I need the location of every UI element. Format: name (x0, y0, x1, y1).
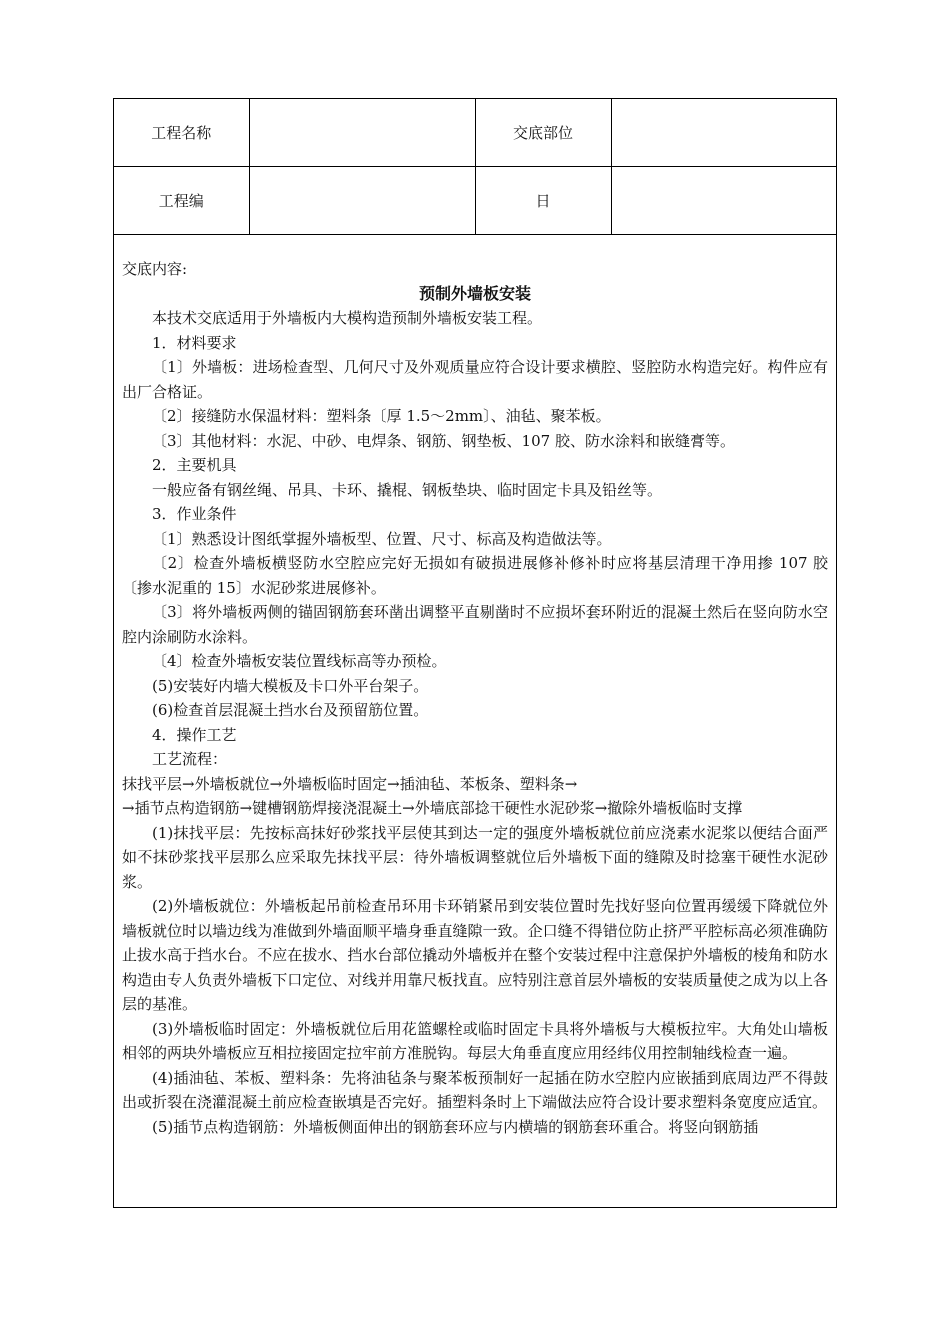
content-paragraph: (1)抹找平层：先按标高抹好砂浆找平层使其到达一定的强度外墙板就位前应浇素水泥浆以便结合面严如不抹砂浆找平层那么应采取先抹找平层：待外墙板调整就位后外墙板下面的缝隙及时捻塞干硬性水泥砂浆。 (122, 823, 828, 891)
project-name-label: 工程名称 (114, 99, 249, 167)
content-paragraph: 工艺流程： (152, 750, 228, 768)
content-paragraph: 〔2〕接缝防水保温材料：塑料条〔厚 1.5～2mm〕、油毡、聚苯板。 (152, 407, 611, 425)
content-paragraph: (2)外墙板就位：外墙板起吊前检查吊环用卡环销紧吊到安装位置时先找好竖向位置再缓缓下降就位外墙板就位时以墙边线为准做到外墙面顺平墙身垂直缝隙一致。企口缝不得错位防止挤严平腔标高必须准确防止拔水高于挡水台。不应在拔水、挡水台部位撬动外墙板并在整个安装过程中注意保护外墙板的棱角和防水构造由专人负责外墙板下口定位、对线并用靠尺板找直。应特别注意首层外墙板的安装质量使之成为以上各层的基准。 (122, 897, 828, 1013)
content-paragraph: 1．材料要求 (152, 333, 237, 352)
date-value[interactable] (611, 167, 836, 235)
content-paragraph: 〔1〕外墙板：进场检查型、几何尺寸及外观质量应符合设计要求横腔、竖腔防水构造完好。构件应有出厂合格证。 (122, 358, 828, 401)
content-paragraph: (5)安装好内墙大模板及卡口外平台架子。 (152, 676, 429, 695)
project-name-value[interactable] (249, 99, 475, 167)
handover-part-label: 交底部位 (475, 99, 611, 167)
content-paragraph: 2．主要机具 (152, 456, 237, 474)
content-paragraph: 〔3〕其他材料：水泥、中砂、电焊条、钢筋、钢垫板、107 胶、防水涂料和嵌缝膏等。 (152, 431, 735, 450)
project-no-value[interactable] (249, 167, 475, 235)
content-paragraph: 4．操作工艺 (152, 725, 237, 744)
header-table (114, 99, 836, 235)
content-paragraph: →插节点构造钢筋→键槽钢筋焊接浇混凝土→外墙底部捻干硬性水泥砂浆→撤除外墙板临时支撑 (122, 799, 743, 817)
content-paragraph: 〔3〕将外墙板两侧的锚固钢筋套环凿出调整平直剔凿时不应损坏套环附近的混凝土然后在竖向防水空腔内涂刷防水涂料。 (122, 603, 828, 646)
content-label: 交底内容: (122, 260, 188, 278)
content-title: 预制外墙板安装 (418, 283, 531, 303)
content-paragraph: 抹找平层→外墙板就位→外墙板临时固定→插油毡、苯板条、塑料条→ (122, 774, 578, 793)
content-paragraph: (3)外墙板临时固定：外墙板就位后用花篮螺栓或临时固定卡具将外墙板与大模板拉牢。大角处山墙板相邻的两块外墙板应互相拉接固定拉牢前方准脱钩。每层大角垂直度应用经纬仪用控制轴线检查一遍。 (122, 1019, 828, 1062)
content-body (122, 306, 828, 1139)
content-paragraph: 本技术交底适用于外墙板内大模构造预制外墙板安装工程。 (152, 309, 543, 327)
date-label: 日 (475, 167, 611, 235)
handover-sheet (113, 98, 837, 1208)
handover-content (114, 235, 836, 1139)
project-no-label: 工程编 (114, 167, 249, 235)
content-paragraph: 〔4〕检查外墙板安装位置线标高等办预检。 (152, 652, 447, 670)
content-paragraph: (6)检查首层混凝土挡水台及预留筋位置。 (152, 701, 429, 719)
content-paragraph: (4)插油毡、苯板、塑料条：先将油毡条与聚苯板预制好一起插在防水空腔内应嵌插到底周边严不得鼓出或折裂在浇灌混凝土前应检查嵌填是否完好。插塑料条时上下端做法应符合设计要求塑料条宽度应适宜。 (122, 1068, 828, 1111)
content-paragraph: 〔2〕检查外墙板横竖防水空腔应完好无损如有破损进展修补修补时应将基层清理干净用掺 107 胶〔掺水泥重的 15〕水泥砂浆进展修补。 (122, 554, 828, 597)
content-paragraph: 一般应备有钢丝绳、吊具、卡环、撬棍、钢板垫块、临时固定卡具及铅丝等。 (152, 480, 663, 499)
content-paragraph: 〔1〕熟悉设计图纸掌握外墙板型、位置、尺寸、标高及构造做法等。 (152, 529, 612, 548)
handover-part-value[interactable] (611, 99, 836, 167)
content-paragraph: 3．作业条件 (152, 505, 237, 523)
content-paragraph: (5)插节点构造钢筋：外墙板侧面伸出的钢筋套环应与内横墙的钢筋套环重合。将竖向钢筋插 (152, 1117, 759, 1136)
